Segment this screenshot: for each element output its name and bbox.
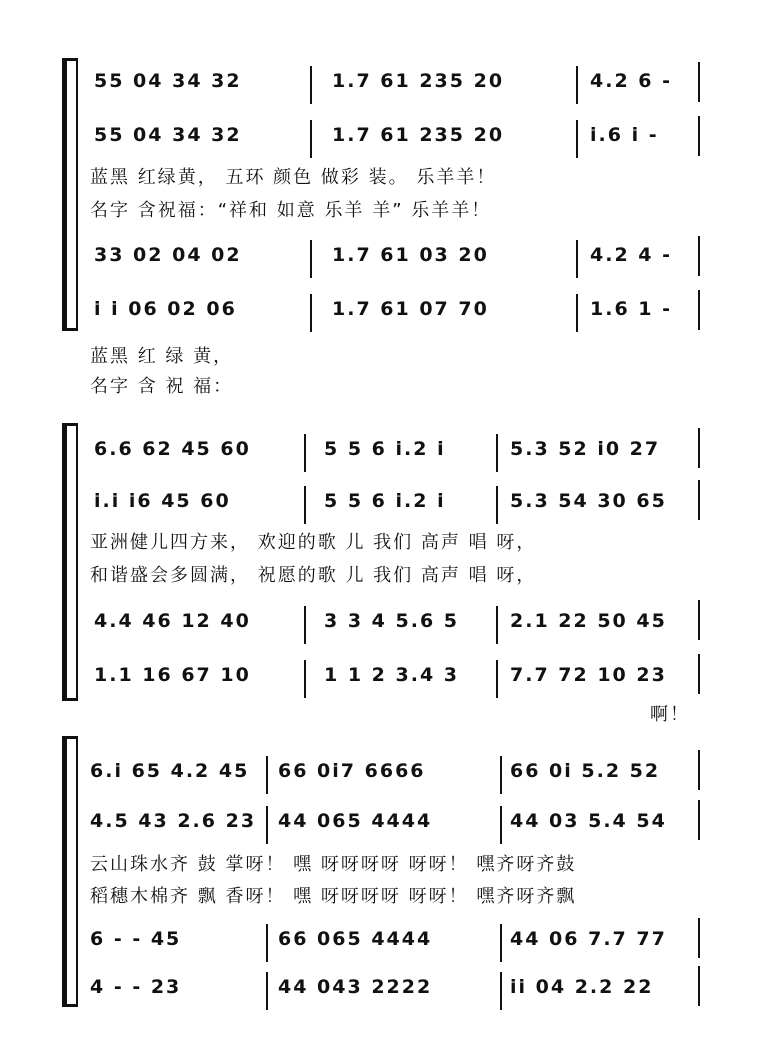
measure: 6.6 62 45 60 bbox=[94, 438, 251, 460]
measure: 6 - - 45 bbox=[90, 928, 182, 950]
measure: 5.3 52 i0 27 bbox=[510, 438, 661, 460]
bar-line bbox=[500, 972, 502, 1010]
end-bar-line bbox=[698, 654, 700, 694]
bar-line bbox=[576, 294, 578, 332]
measure: i.6 i - bbox=[590, 124, 659, 146]
lyric-line: 蓝黑 红 绿 黄， bbox=[90, 346, 234, 367]
bar-line bbox=[496, 660, 498, 698]
lyric-line: 名字 含祝福：“祥和 如意 乐羊 羊” 乐羊羊！ bbox=[90, 200, 492, 221]
system-bracket bbox=[76, 738, 78, 1006]
bar-line bbox=[576, 66, 578, 104]
bar-line bbox=[310, 294, 312, 332]
lyric-line: 亚洲健儿四方来， 欢迎的歌 儿 我们 高声 唱 呀， bbox=[90, 532, 537, 553]
system-brace bbox=[62, 60, 67, 330]
bar-line bbox=[310, 120, 312, 158]
measure: 55 04 34 32 bbox=[94, 70, 242, 92]
bar-line bbox=[496, 486, 498, 524]
system-brace bbox=[62, 738, 67, 1006]
staff-alto bbox=[90, 810, 710, 844]
measure: 7.7 72 10 23 bbox=[510, 664, 667, 686]
measure: i i 06 02 06 bbox=[94, 298, 237, 320]
staff-soprano bbox=[90, 760, 710, 794]
measure: 44 03 5.4 54 bbox=[510, 810, 667, 832]
measure: 4.5 43 2.6 23 bbox=[90, 810, 257, 832]
bar-line bbox=[500, 756, 502, 794]
bar-line bbox=[304, 606, 306, 644]
bar-line bbox=[576, 120, 578, 158]
staff-bass bbox=[90, 664, 710, 698]
bar-line bbox=[500, 806, 502, 844]
measure: 1.7 61 235 20 bbox=[332, 70, 505, 92]
bar-line bbox=[266, 972, 268, 1010]
system-bracket bbox=[76, 425, 78, 700]
staff-tenor bbox=[90, 610, 710, 644]
measure: ii 04 2.2 22 bbox=[510, 976, 654, 998]
staff-bass bbox=[90, 298, 710, 332]
measure: 55 04 34 32 bbox=[94, 124, 242, 146]
bar-line bbox=[310, 240, 312, 278]
bar-line bbox=[310, 66, 312, 104]
measure: 1.7 61 07 70 bbox=[332, 298, 489, 320]
measure: 1.7 61 235 20 bbox=[332, 124, 505, 146]
brace-cap bbox=[62, 736, 78, 739]
bar-line bbox=[266, 756, 268, 794]
measure: 4.2 6 - bbox=[590, 70, 672, 92]
lyric-line: 稻穗木棉齐 飘 香呀！ 嘿 呀呀呀呀 呀呀！ 嘿齐呀齐飘 bbox=[90, 886, 577, 907]
end-bar-line bbox=[698, 750, 700, 790]
brace-cap bbox=[62, 1004, 78, 1007]
bar-line bbox=[500, 924, 502, 962]
brace-cap bbox=[62, 423, 78, 426]
end-bar-line bbox=[698, 480, 700, 520]
measure: 44 065 4444 bbox=[278, 810, 433, 832]
measure: 3 3 4 5.6 5 bbox=[324, 610, 459, 632]
end-bar-line bbox=[698, 236, 700, 276]
measure: 1.6 1 - bbox=[590, 298, 672, 320]
lyric-line: 和谐盛会多圆满， 祝愿的歌 儿 我们 高声 唱 呀， bbox=[90, 565, 537, 586]
measure: 4 - - 23 bbox=[90, 976, 182, 998]
measure: 1.7 61 03 20 bbox=[332, 244, 489, 266]
end-bar-line bbox=[698, 918, 700, 958]
staff-tenor bbox=[90, 244, 710, 278]
brace-cap bbox=[62, 698, 78, 701]
end-bar-line bbox=[698, 116, 700, 156]
measure: 6.i 65 4.2 45 bbox=[90, 760, 250, 782]
lyric-line: 名字 含 祝 福： bbox=[90, 376, 234, 397]
staff-soprano bbox=[90, 70, 710, 104]
staff-alto bbox=[90, 490, 710, 524]
bar-line bbox=[266, 924, 268, 962]
bar-line bbox=[576, 240, 578, 278]
bar-line bbox=[304, 434, 306, 472]
end-bar-line bbox=[698, 290, 700, 330]
brace-cap bbox=[62, 328, 78, 331]
measure: 66 0i 5.2 52 bbox=[510, 760, 661, 782]
staff-bass bbox=[90, 976, 710, 1010]
measure: i.i i6 45 60 bbox=[94, 490, 231, 512]
measure: 5.3 54 30 65 bbox=[510, 490, 667, 512]
measure: 5 5 6 i.2 i bbox=[324, 490, 446, 512]
measure: 4.4 46 12 40 bbox=[94, 610, 251, 632]
measure: 33 02 04 02 bbox=[94, 244, 242, 266]
measure: 4.2 4 - bbox=[590, 244, 672, 266]
measure: 44 043 2222 bbox=[278, 976, 433, 998]
staff-alto bbox=[90, 124, 710, 158]
system-bracket bbox=[76, 60, 78, 330]
measure: 2.1 22 50 45 bbox=[510, 610, 667, 632]
end-bar-line bbox=[698, 428, 700, 468]
bar-line bbox=[304, 660, 306, 698]
measure: 66 0i7 6666 bbox=[278, 760, 426, 782]
measure: 5 5 6 i.2 i bbox=[324, 438, 446, 460]
end-bar-line bbox=[698, 966, 700, 1006]
brace-cap bbox=[62, 58, 78, 61]
bar-line bbox=[496, 606, 498, 644]
measure: 1.1 16 67 10 bbox=[94, 664, 251, 686]
lyric-line: 蓝黑 红绿黄， 五环 颜色 做彩 装。 乐羊羊！ bbox=[90, 167, 497, 188]
end-bar-line bbox=[698, 800, 700, 840]
end-bar-line bbox=[698, 600, 700, 640]
bar-line bbox=[304, 486, 306, 524]
bar-line bbox=[266, 806, 268, 844]
staff-soprano bbox=[90, 438, 710, 472]
bar-line bbox=[496, 434, 498, 472]
measure: 44 06 7.7 77 bbox=[510, 928, 667, 950]
lyric-line: 云山珠水齐 鼓 掌呀！ 嘿 呀呀呀呀 呀呀！ 嘿齐呀齐鼓 bbox=[90, 854, 577, 875]
lyric-line: 啊！ bbox=[650, 704, 690, 725]
measure: 66 065 4444 bbox=[278, 928, 433, 950]
measure: 1 1 2 3.4 3 bbox=[324, 664, 459, 686]
end-bar-line bbox=[698, 62, 700, 102]
staff-tenor bbox=[90, 928, 710, 962]
system-brace bbox=[62, 425, 67, 700]
